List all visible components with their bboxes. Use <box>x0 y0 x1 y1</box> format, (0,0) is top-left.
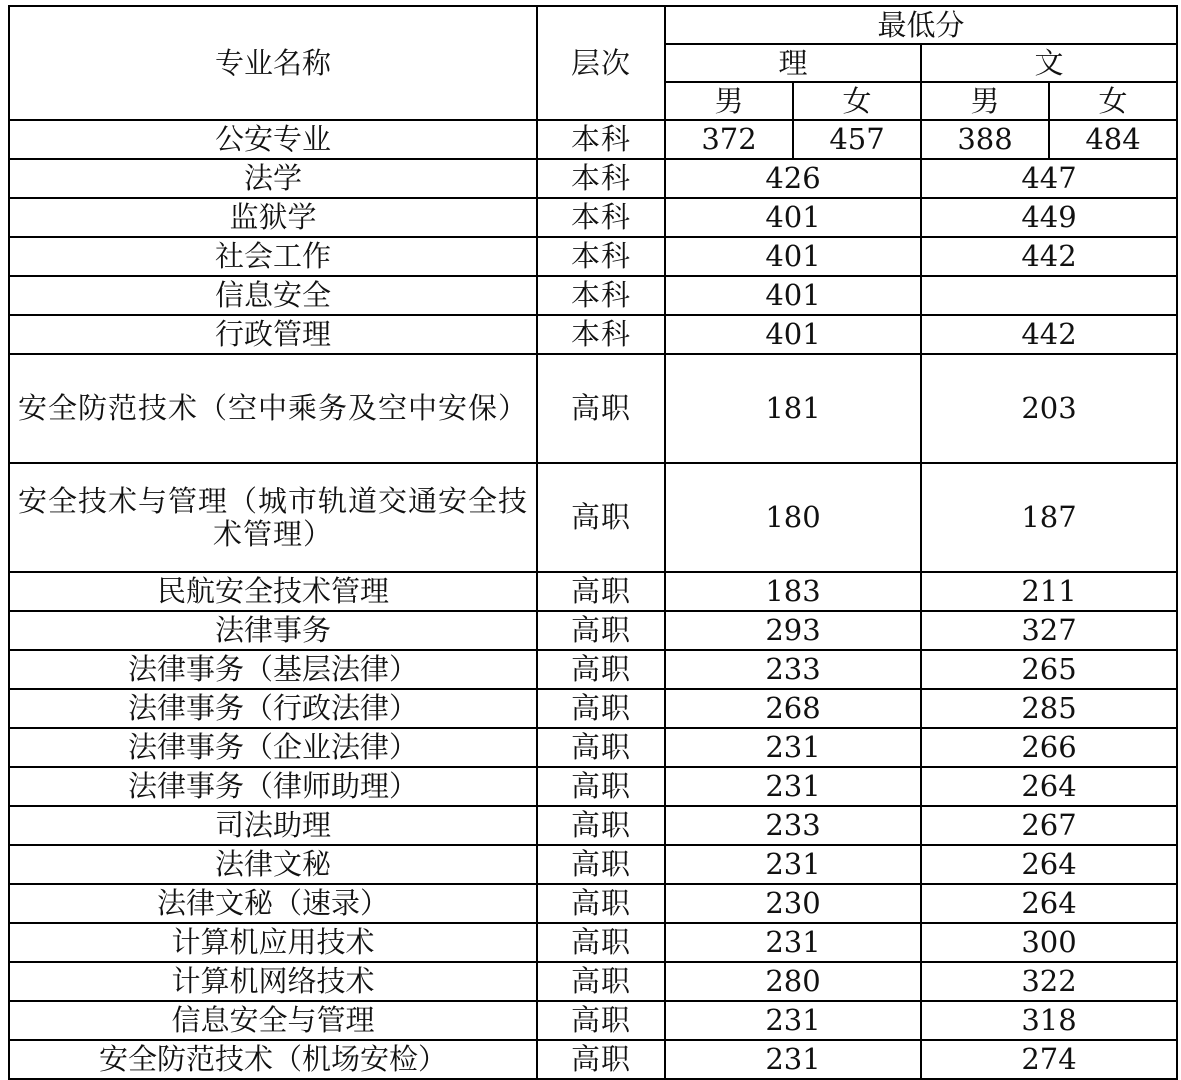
science-score: 268 <box>665 689 921 728</box>
level-cell: 高职 <box>537 845 665 884</box>
major-name: 计算机网络技术 <box>9 962 537 1001</box>
level-cell: 本科 <box>537 276 665 315</box>
table-row <box>9 276 1177 315</box>
arts-score: 285 <box>921 689 1177 728</box>
major-name: 民航安全技术管理 <box>9 572 537 611</box>
table-body <box>9 6 1177 1079</box>
science-score: 401 <box>665 198 921 237</box>
major-name: 法律事务（律师助理） <box>9 767 537 806</box>
science-score: 401 <box>665 315 921 354</box>
science-score: 426 <box>665 159 921 198</box>
science-score: 230 <box>665 884 921 923</box>
science-female-score: 457 <box>793 120 921 159</box>
table-row <box>9 689 1177 728</box>
major-name: 安全技术与管理（城市轨道交通安全技术管理） <box>9 463 537 572</box>
major-name: 法律事务（行政法律） <box>9 689 537 728</box>
level-cell: 高职 <box>537 463 665 572</box>
arts-score: 265 <box>921 650 1177 689</box>
header-major: 专业名称 <box>9 6 537 120</box>
arts-score: 267 <box>921 806 1177 845</box>
header-arts-female: 女 <box>1049 82 1177 120</box>
table-row <box>9 1040 1177 1079</box>
level-cell: 高职 <box>537 923 665 962</box>
table-row <box>9 354 1177 463</box>
level-cell: 高职 <box>537 689 665 728</box>
arts-score: 449 <box>921 198 1177 237</box>
science-score: 233 <box>665 806 921 845</box>
level-cell: 本科 <box>537 315 665 354</box>
science-score: 180 <box>665 463 921 572</box>
level-cell: 本科 <box>537 237 665 276</box>
level-cell: 高职 <box>537 611 665 650</box>
header-science-male: 男 <box>665 82 793 120</box>
major-name: 安全防范技术（空中乘务及空中安保） <box>9 354 537 463</box>
table-row <box>9 728 1177 767</box>
major-name: 行政管理 <box>9 315 537 354</box>
arts-score: 266 <box>921 728 1177 767</box>
major-name: 司法助理 <box>9 806 537 845</box>
level-cell: 高职 <box>537 1001 665 1040</box>
science-score: 293 <box>665 611 921 650</box>
header-min-score: 最低分 <box>665 6 1177 44</box>
arts-score: 322 <box>921 962 1177 1001</box>
table-row <box>9 159 1177 198</box>
level-cell: 高职 <box>537 650 665 689</box>
science-score: 231 <box>665 1040 921 1079</box>
header-science-female: 女 <box>793 82 921 120</box>
major-name: 安全防范技术（机场安检） <box>9 1040 537 1079</box>
science-score: 231 <box>665 923 921 962</box>
major-name: 信息安全 <box>9 276 537 315</box>
major-name: 监狱学 <box>9 198 537 237</box>
level-cell: 高职 <box>537 1040 665 1079</box>
science-score: 231 <box>665 728 921 767</box>
major-name: 计算机应用技术 <box>9 923 537 962</box>
level-cell: 高职 <box>537 767 665 806</box>
header-row-1 <box>9 6 1177 44</box>
level-cell: 本科 <box>537 159 665 198</box>
major-name: 法律事务（基层法律） <box>9 650 537 689</box>
level-cell: 高职 <box>537 806 665 845</box>
arts-score: 447 <box>921 159 1177 198</box>
table-row <box>9 237 1177 276</box>
science-male-score: 372 <box>665 120 793 159</box>
table-row <box>9 650 1177 689</box>
table-row <box>9 923 1177 962</box>
arts-female-score: 484 <box>1049 120 1177 159</box>
table-row <box>9 962 1177 1001</box>
major-name: 法律文秘（速录） <box>9 884 537 923</box>
table-row <box>9 198 1177 237</box>
table-row <box>9 120 1177 159</box>
level-cell: 高职 <box>537 884 665 923</box>
science-score: 401 <box>665 237 921 276</box>
table-row <box>9 315 1177 354</box>
table-row <box>9 806 1177 845</box>
arts-score: 318 <box>921 1001 1177 1040</box>
major-name: 公安专业 <box>9 120 537 159</box>
science-score: 231 <box>665 845 921 884</box>
header-arts: 文 <box>921 44 1177 82</box>
level-cell: 本科 <box>537 120 665 159</box>
arts-score: 264 <box>921 845 1177 884</box>
arts-score: 442 <box>921 237 1177 276</box>
table-row <box>9 845 1177 884</box>
arts-score: 203 <box>921 354 1177 463</box>
arts-score: 264 <box>921 767 1177 806</box>
table-row <box>9 1001 1177 1040</box>
science-score: 231 <box>665 767 921 806</box>
table-row <box>9 767 1177 806</box>
arts-score <box>921 276 1177 315</box>
major-name: 法律事务（企业法律） <box>9 728 537 767</box>
table-row <box>9 463 1177 572</box>
level-cell: 高职 <box>537 354 665 463</box>
major-name: 法学 <box>9 159 537 198</box>
major-name: 社会工作 <box>9 237 537 276</box>
arts-score: 442 <box>921 315 1177 354</box>
arts-male-score: 388 <box>921 120 1049 159</box>
level-cell: 高职 <box>537 728 665 767</box>
science-score: 181 <box>665 354 921 463</box>
science-score: 231 <box>665 1001 921 1040</box>
arts-score: 274 <box>921 1040 1177 1079</box>
header-level: 层次 <box>537 6 665 120</box>
arts-score: 300 <box>921 923 1177 962</box>
header-science: 理 <box>665 44 921 82</box>
arts-score: 187 <box>921 463 1177 572</box>
major-name: 信息安全与管理 <box>9 1001 537 1040</box>
major-name: 法律文秘 <box>9 845 537 884</box>
level-cell: 高职 <box>537 962 665 1001</box>
header-arts-male: 男 <box>921 82 1049 120</box>
arts-score: 211 <box>921 572 1177 611</box>
science-score: 401 <box>665 276 921 315</box>
table-row <box>9 884 1177 923</box>
score-table <box>8 5 1178 1080</box>
arts-score: 327 <box>921 611 1177 650</box>
table-row <box>9 572 1177 611</box>
arts-score: 264 <box>921 884 1177 923</box>
major-name: 法律事务 <box>9 611 537 650</box>
level-cell: 本科 <box>537 198 665 237</box>
science-score: 280 <box>665 962 921 1001</box>
science-score: 233 <box>665 650 921 689</box>
science-score: 183 <box>665 572 921 611</box>
level-cell: 高职 <box>537 572 665 611</box>
table-row <box>9 611 1177 650</box>
